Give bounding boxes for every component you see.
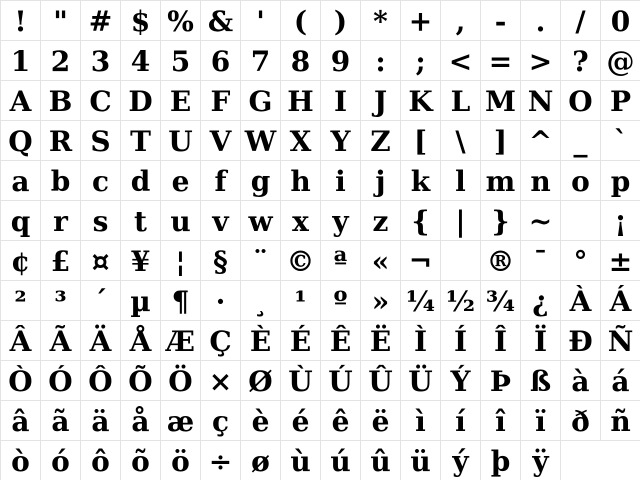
glyph-cell: ú (321, 441, 361, 480)
glyph-cell: à (561, 361, 601, 401)
glyph-cell: Ð (561, 321, 601, 361)
glyph-cell: ) (321, 1, 361, 41)
glyph-cell: V (201, 121, 241, 161)
glyph-cell: Ö (161, 361, 201, 401)
glyph-cell: Z (361, 121, 401, 161)
glyph-cell: ² (1, 281, 41, 321)
glyph-cell: Q (1, 121, 41, 161)
glyph-cell: } (481, 201, 521, 241)
glyph-cell: Ê (321, 321, 361, 361)
glyph-cell: P (601, 81, 640, 121)
glyph-cell: = (481, 41, 521, 81)
glyph-cell: X (281, 121, 321, 161)
glyph-cell: Í (441, 321, 481, 361)
glyph-cell: ß (521, 361, 561, 401)
glyph-cell: ? (561, 41, 601, 81)
glyph-cell: · (201, 281, 241, 321)
glyph-cell: U (161, 121, 201, 161)
glyph-cell: ¥ (121, 241, 161, 281)
glyph-cell: â (1, 401, 41, 441)
glyph-cell: E (161, 81, 201, 121)
glyph-cell: Ù (281, 361, 321, 401)
glyph-cell: M (481, 81, 521, 121)
glyph-cell: å (121, 401, 161, 441)
glyph-cell: ø (241, 441, 281, 480)
glyph-cell: î (481, 401, 521, 441)
glyph-cell: L (441, 81, 481, 121)
glyph-cell: ô (81, 441, 121, 480)
glyph-cell: ( (281, 1, 321, 41)
glyph-cell: 3 (81, 41, 121, 81)
glyph-cell: , (441, 1, 481, 41)
glyph-cell: Y (321, 121, 361, 161)
glyph-cell: e (161, 161, 201, 201)
glyph-cell: z (361, 201, 401, 241)
glyph-cell: 5 (161, 41, 201, 81)
glyph-cell: Õ (121, 361, 161, 401)
glyph-cell: D (121, 81, 161, 121)
glyph-cell: û (361, 441, 401, 480)
glyph-cell: 4 (121, 41, 161, 81)
glyph-cell: » (361, 281, 401, 321)
glyph-cell: S (81, 121, 121, 161)
glyph-cell: Ã (41, 321, 81, 361)
glyph-cell (561, 201, 601, 241)
glyph-cell: t (121, 201, 161, 241)
glyph-cell: . (521, 1, 561, 41)
glyph-cell: > (521, 41, 561, 81)
glyph-cell: É (281, 321, 321, 361)
glyph-cell: ã (41, 401, 81, 441)
glyph-cell: K (401, 81, 441, 121)
glyph-cell: Ô (81, 361, 121, 401)
glyph-cell: l (441, 161, 481, 201)
glyph-cell: È (241, 321, 281, 361)
glyph-cell: ü (401, 441, 441, 480)
glyph-cell: \ (441, 121, 481, 161)
glyph-cell: ~ (521, 201, 561, 241)
glyph-cell: Ë (361, 321, 401, 361)
glyph-cell: w (241, 201, 281, 241)
glyph-cell: u (161, 201, 201, 241)
glyph-cell: ] (481, 121, 521, 161)
glyph-cell: 6 (201, 41, 241, 81)
glyph-cell: ® (481, 241, 521, 281)
glyph-cell: [ (401, 121, 441, 161)
glyph-cell: § (201, 241, 241, 281)
glyph-cell: ¦ (161, 241, 201, 281)
glyph-cell: ¹ (281, 281, 321, 321)
glyph-cell: : (361, 41, 401, 81)
glyph-cell: ³ (41, 281, 81, 321)
glyph-cell: - (481, 1, 521, 41)
glyph-cell: Ï (521, 321, 561, 361)
glyph-cell: ' (241, 1, 281, 41)
glyph-cell: | (441, 201, 481, 241)
glyph-cell: ¿ (521, 281, 561, 321)
glyph-cell: y (321, 201, 361, 241)
glyph-cell: ý (441, 441, 481, 480)
glyph-cell: Ø (241, 361, 281, 401)
glyph-cell: ¢ (1, 241, 41, 281)
glyph-cell: £ (41, 241, 81, 281)
glyph-cell: s (81, 201, 121, 241)
glyph-cell: R (41, 121, 81, 161)
glyph-cell: A (1, 81, 41, 121)
glyph-cell: d (121, 161, 161, 201)
glyph-cell: Ó (41, 361, 81, 401)
glyph-cell: ï (521, 401, 561, 441)
glyph-cell: × (201, 361, 241, 401)
glyph-cell: Ú (321, 361, 361, 401)
glyph-cell: $ (121, 1, 161, 41)
glyph-cell: µ (121, 281, 161, 321)
glyph-cell: ù (281, 441, 321, 480)
glyph-cell: 8 (281, 41, 321, 81)
glyph-cell: { (401, 201, 441, 241)
glyph-cell: ä (81, 401, 121, 441)
glyph-cell: * (361, 1, 401, 41)
glyph-cell: ± (601, 241, 640, 281)
glyph-cell: ì (401, 401, 441, 441)
glyph-cell: ö (161, 441, 201, 480)
glyph-cell: ª (321, 241, 361, 281)
glyph-cell: ¨ (241, 241, 281, 281)
glyph-cell: _ (561, 121, 601, 161)
glyph-cell: Þ (481, 361, 521, 401)
glyph-cell: " (41, 1, 81, 41)
glyph-cell: g (241, 161, 281, 201)
glyph-cell: q (1, 201, 41, 241)
glyph-cell: a (1, 161, 41, 201)
glyph-cell: á (601, 361, 640, 401)
glyph-cell: ¤ (81, 241, 121, 281)
glyph-cell: 0 (601, 1, 640, 41)
glyph-cell: B (41, 81, 81, 121)
glyph-cell: ; (401, 41, 441, 81)
glyph-cell: « (361, 241, 401, 281)
glyph-cell: b (41, 161, 81, 201)
glyph-cell: Î (481, 321, 521, 361)
glyph-cell: k (401, 161, 441, 201)
glyph-cell: J (361, 81, 401, 121)
glyph-cell: ¶ (161, 281, 201, 321)
glyph-cell: o (561, 161, 601, 201)
glyph-cell: ¬ (401, 241, 441, 281)
empty-cell (561, 441, 601, 480)
glyph-cell: Ì (401, 321, 441, 361)
glyph-cell: + (401, 1, 441, 41)
glyph-cell: í (441, 401, 481, 441)
glyph-cell: W (241, 121, 281, 161)
glyph-cell: T (121, 121, 161, 161)
glyph-cell: ¼ (401, 281, 441, 321)
glyph-cell: Ñ (601, 321, 640, 361)
glyph-cell: õ (121, 441, 161, 480)
glyph-cell: < (441, 41, 481, 81)
glyph-cell: Ò (1, 361, 41, 401)
glyph-cell: G (241, 81, 281, 121)
glyph-cell: v (201, 201, 241, 241)
glyph-cell: 2 (41, 41, 81, 81)
glyph-cell: Ç (201, 321, 241, 361)
glyph-cell: Ü (401, 361, 441, 401)
glyph-cell: j (361, 161, 401, 201)
glyph-cell: O (561, 81, 601, 121)
glyph-cell: Å (121, 321, 161, 361)
glyph-cell: ` (601, 121, 640, 161)
glyph-cell: c (81, 161, 121, 201)
glyph-cell: ÿ (521, 441, 561, 480)
glyph-cell: ¡ (601, 201, 640, 241)
glyph-cell: p (601, 161, 640, 201)
glyph-cell: n (521, 161, 561, 201)
glyph-cell: 1 (1, 41, 41, 81)
glyph-cell: 7 (241, 41, 281, 81)
glyph-cell: ¯ (521, 241, 561, 281)
glyph-cell: f (201, 161, 241, 201)
glyph-cell: è (241, 401, 281, 441)
glyph-cell: i (321, 161, 361, 201)
glyph-cell: C (81, 81, 121, 121)
glyph-cell: Â (1, 321, 41, 361)
glyph-cell: m (481, 161, 521, 201)
glyph-cell: & (201, 1, 241, 41)
glyph-cell: ê (321, 401, 361, 441)
glyph-cell: À (561, 281, 601, 321)
glyph-cell: r (41, 201, 81, 241)
glyph-cell: ¸ (241, 281, 281, 321)
glyph-cell: F (201, 81, 241, 121)
glyph-cell: ^ (521, 121, 561, 161)
glyph-cell: º (321, 281, 361, 321)
glyph-cell: ´ (81, 281, 121, 321)
glyph-cell: x (281, 201, 321, 241)
glyph-cell: ° (561, 241, 601, 281)
glyph-cell: þ (481, 441, 521, 480)
glyph-cell: é (281, 401, 321, 441)
glyph-cell (441, 241, 481, 281)
empty-cell (601, 441, 640, 480)
glyph-cell: % (161, 1, 201, 41)
glyph-cell: ¾ (481, 281, 521, 321)
glyph-cell: ç (201, 401, 241, 441)
glyph-cell: Æ (161, 321, 201, 361)
glyph-cell: Û (361, 361, 401, 401)
glyph-cell: © (281, 241, 321, 281)
glyph-cell: ò (1, 441, 41, 480)
glyph-cell: ó (41, 441, 81, 480)
glyph-cell: / (561, 1, 601, 41)
glyph-cell: H (281, 81, 321, 121)
glyph-cell: Á (601, 281, 640, 321)
glyph-cell: I (321, 81, 361, 121)
glyph-cell: Ä (81, 321, 121, 361)
glyph-cell: ! (1, 1, 41, 41)
glyph-cell: ð (561, 401, 601, 441)
glyph-cell: 9 (321, 41, 361, 81)
glyph-cell: ñ (601, 401, 640, 441)
glyph-cell: ë (361, 401, 401, 441)
glyph-cell: æ (161, 401, 201, 441)
glyph-cell: @ (601, 41, 640, 81)
glyph-cell: ½ (441, 281, 481, 321)
glyph-cell: # (81, 1, 121, 41)
glyph-cell: Ý (441, 361, 481, 401)
glyph-cell: N (521, 81, 561, 121)
glyph-cell: ÷ (201, 441, 241, 480)
glyph-cell: h (281, 161, 321, 201)
